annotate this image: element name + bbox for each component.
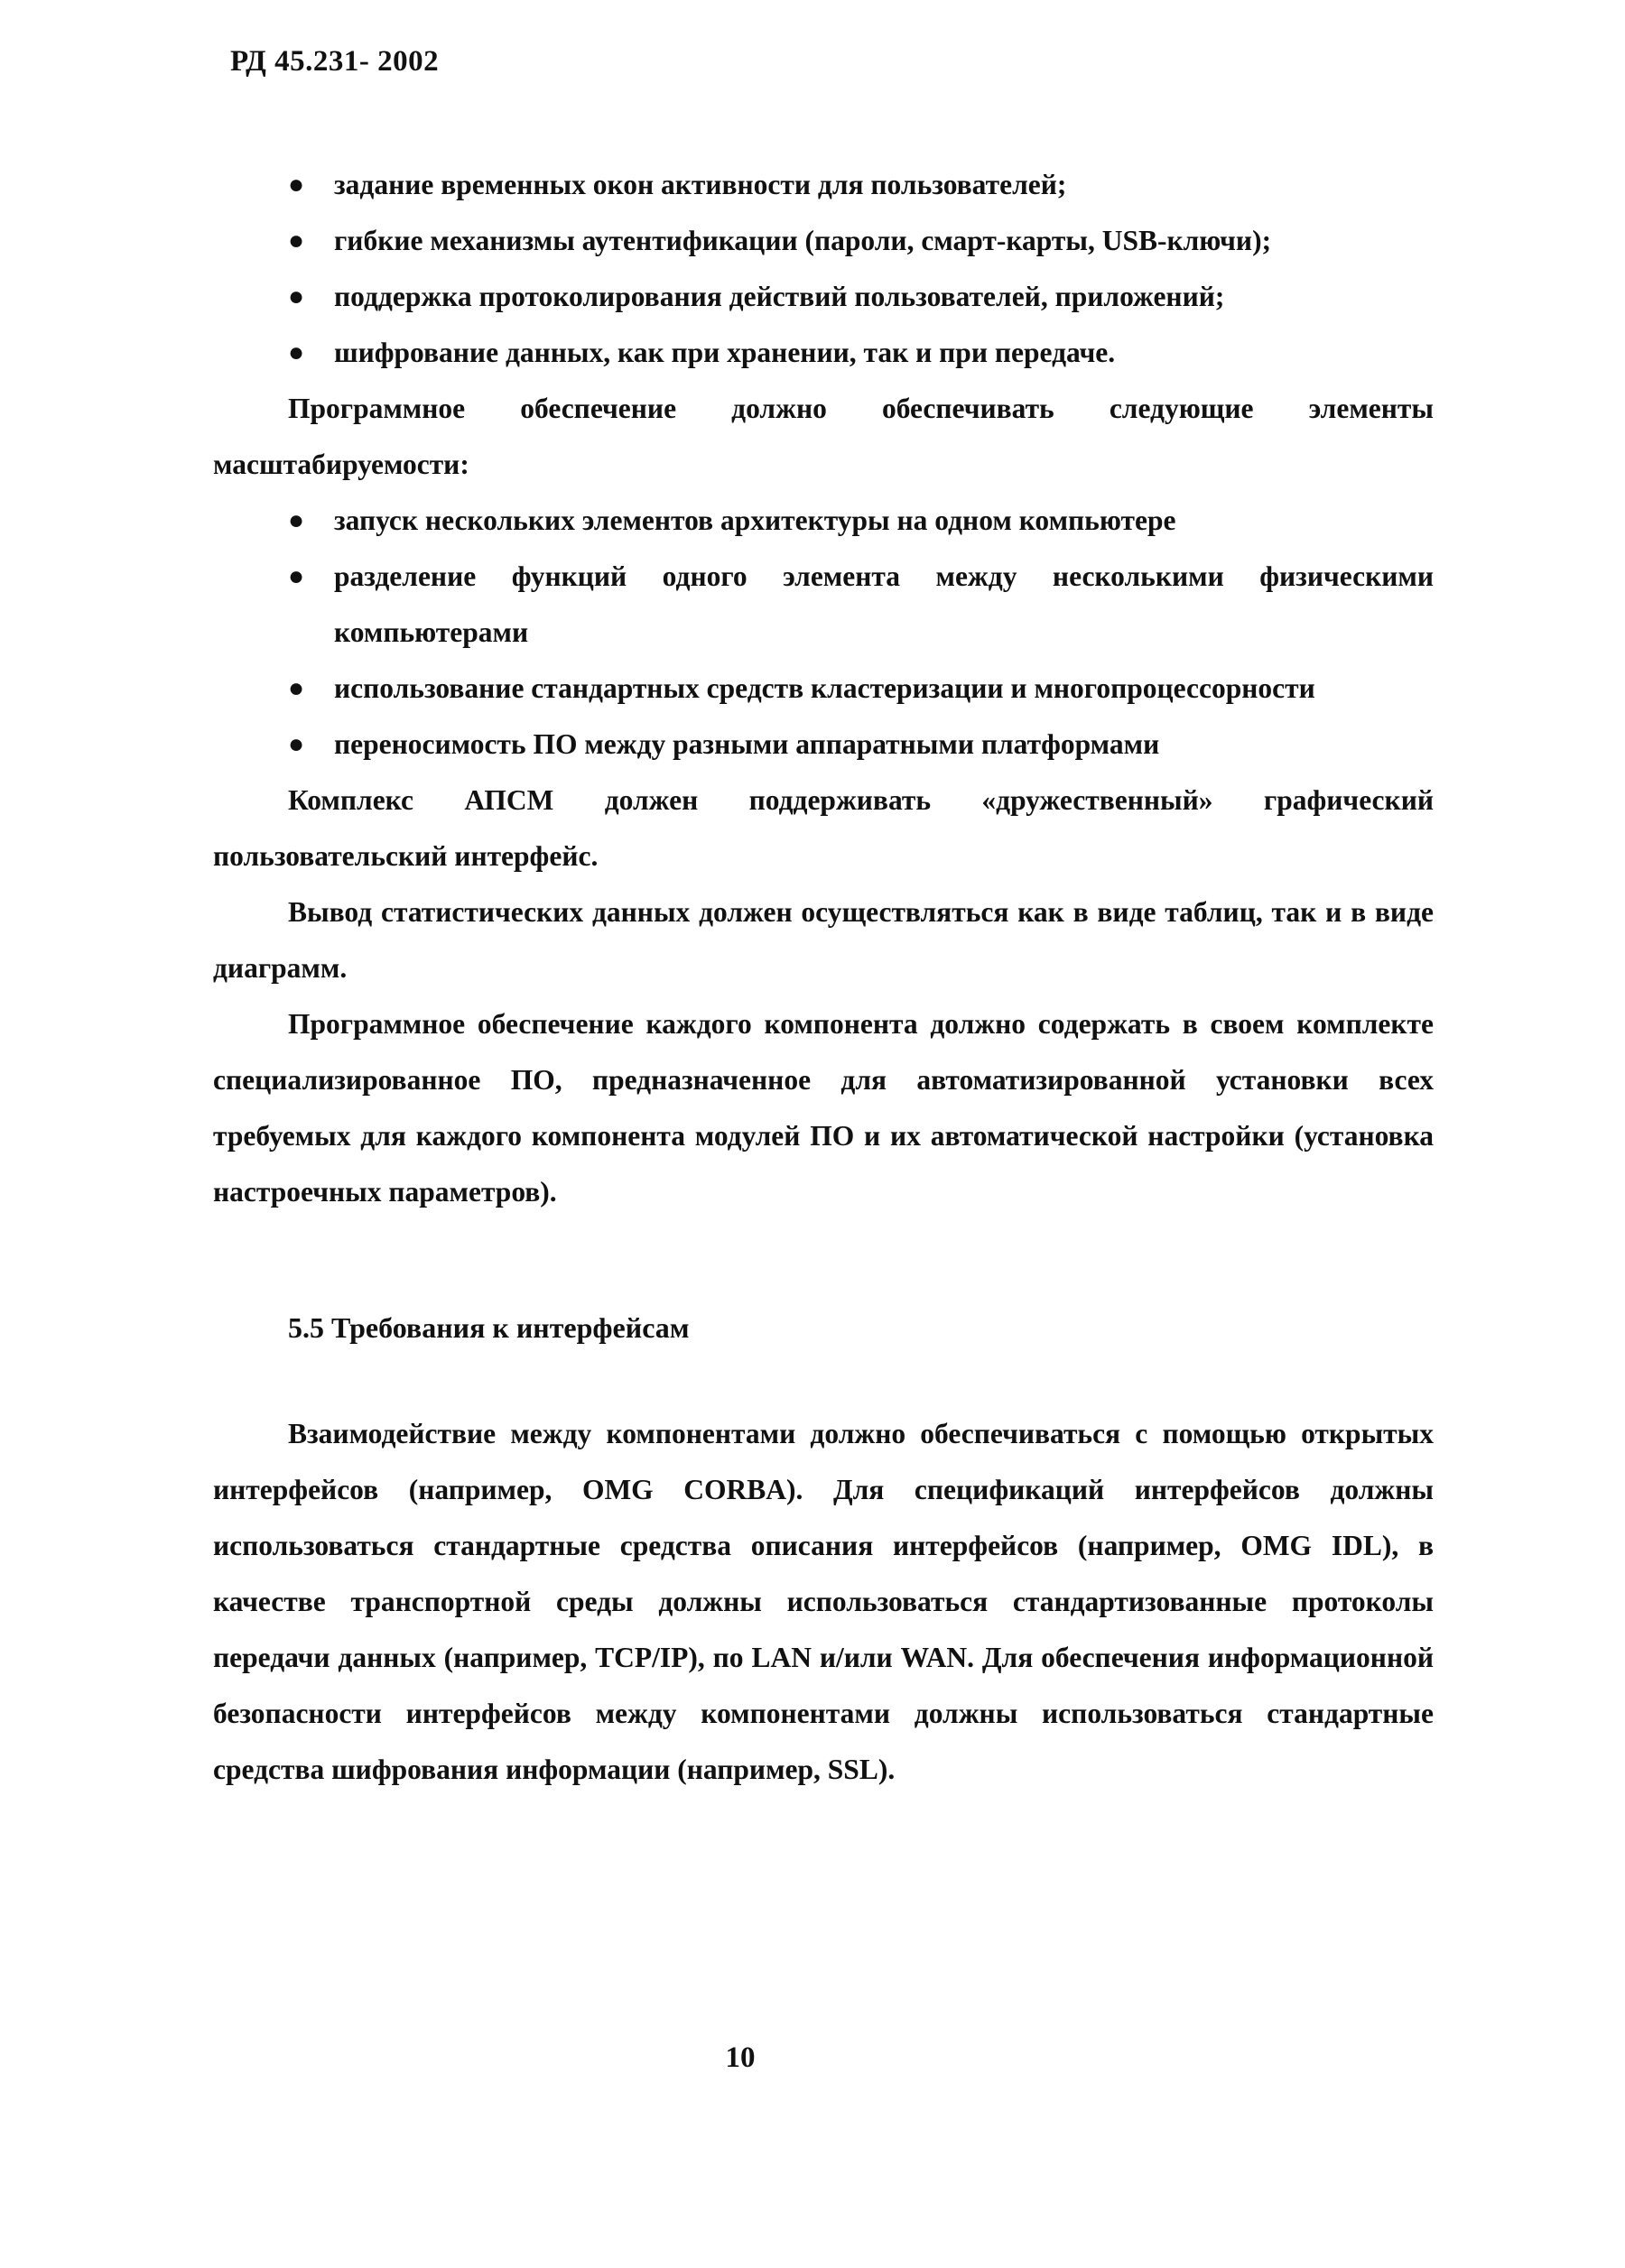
bullet-icon: ●	[288, 282, 305, 311]
interfaces-paragraph: Взаимодействие между компонентами должно обеспечиваться с помощью открытых интерфейсов (например, OMG CORBA). Для спецификаций интерфейсов должны использоваться стандартные средства описания интерфейсов (например, OMG IDL), в качестве транспортной среды должны использоваться стандартизованные протоколы передачи данных (например, TCP/IP), по LAN и/или WAN. Для обеспечения информационной безопасности интерфейсов между компонентами должны использоваться стандартные средства шифрования информации (например, SSL).	[213, 1418, 1434, 1785]
bullet-icon: ●	[288, 338, 305, 367]
list-item: ● запуск нескольких элементов архитектуры на одном компьютере	[213, 493, 1434, 549]
scalability-paragraph: Программное обеспечение должно обеспечивать следующие элементы масштабируемости:	[213, 393, 1434, 480]
bullet-icon: ●	[288, 226, 305, 255]
list-item: ● шифрование данных, как при хранении, так и при передаче.	[213, 325, 1434, 381]
bullet-icon: ●	[288, 561, 305, 591]
page-number: 10	[725, 2041, 756, 2074]
list-item: ● поддержка протоколирования действий пользователей, приложений;	[213, 269, 1434, 325]
scalability-list	[213, 493, 1434, 773]
list-item: ● переносимость ПО между разными аппаратными платформами	[213, 717, 1434, 773]
list-item: ● задание временных окон активности для пользователей;	[213, 157, 1434, 213]
security-features-list	[213, 157, 1434, 381]
document-code: РД 45.231- 2002	[230, 45, 440, 78]
list-item: ● разделение функций одного элемента между несколькими физическими компьютерами	[213, 549, 1434, 661]
installation-paragraph: Программное обеспечение каждого компонента должно содержать в своем комплекте специализированное ПО, предназначенное для автоматизированной установки всех требуемых для каждого компонента модулей ПО и их автоматической настройки (установка настроечных параметров).	[213, 1008, 1434, 1208]
bullet-icon: ●	[288, 170, 305, 199]
list-item: ● использование стандартных средств кластеризации и многопроцессорности	[213, 661, 1434, 717]
page-content	[213, 157, 1434, 1798]
section-heading: 5.5 Требования к интерфейсам	[288, 1311, 690, 1344]
bullet-icon: ●	[288, 673, 305, 703]
list-item: ● гибкие механизмы аутентификации (пароли, смарт-карты, USB-ключи);	[213, 213, 1434, 269]
bullet-icon: ●	[288, 505, 305, 535]
bullet-icon: ●	[288, 729, 305, 759]
gui-paragraph: Комплекс АПСМ должен поддерживать «дружественный» графический пользовательский интерфейс.	[213, 784, 1434, 872]
statistics-paragraph: Вывод статистических данных должен осуществляться как в виде таблиц, так и в виде диаграмм.	[213, 896, 1434, 984]
